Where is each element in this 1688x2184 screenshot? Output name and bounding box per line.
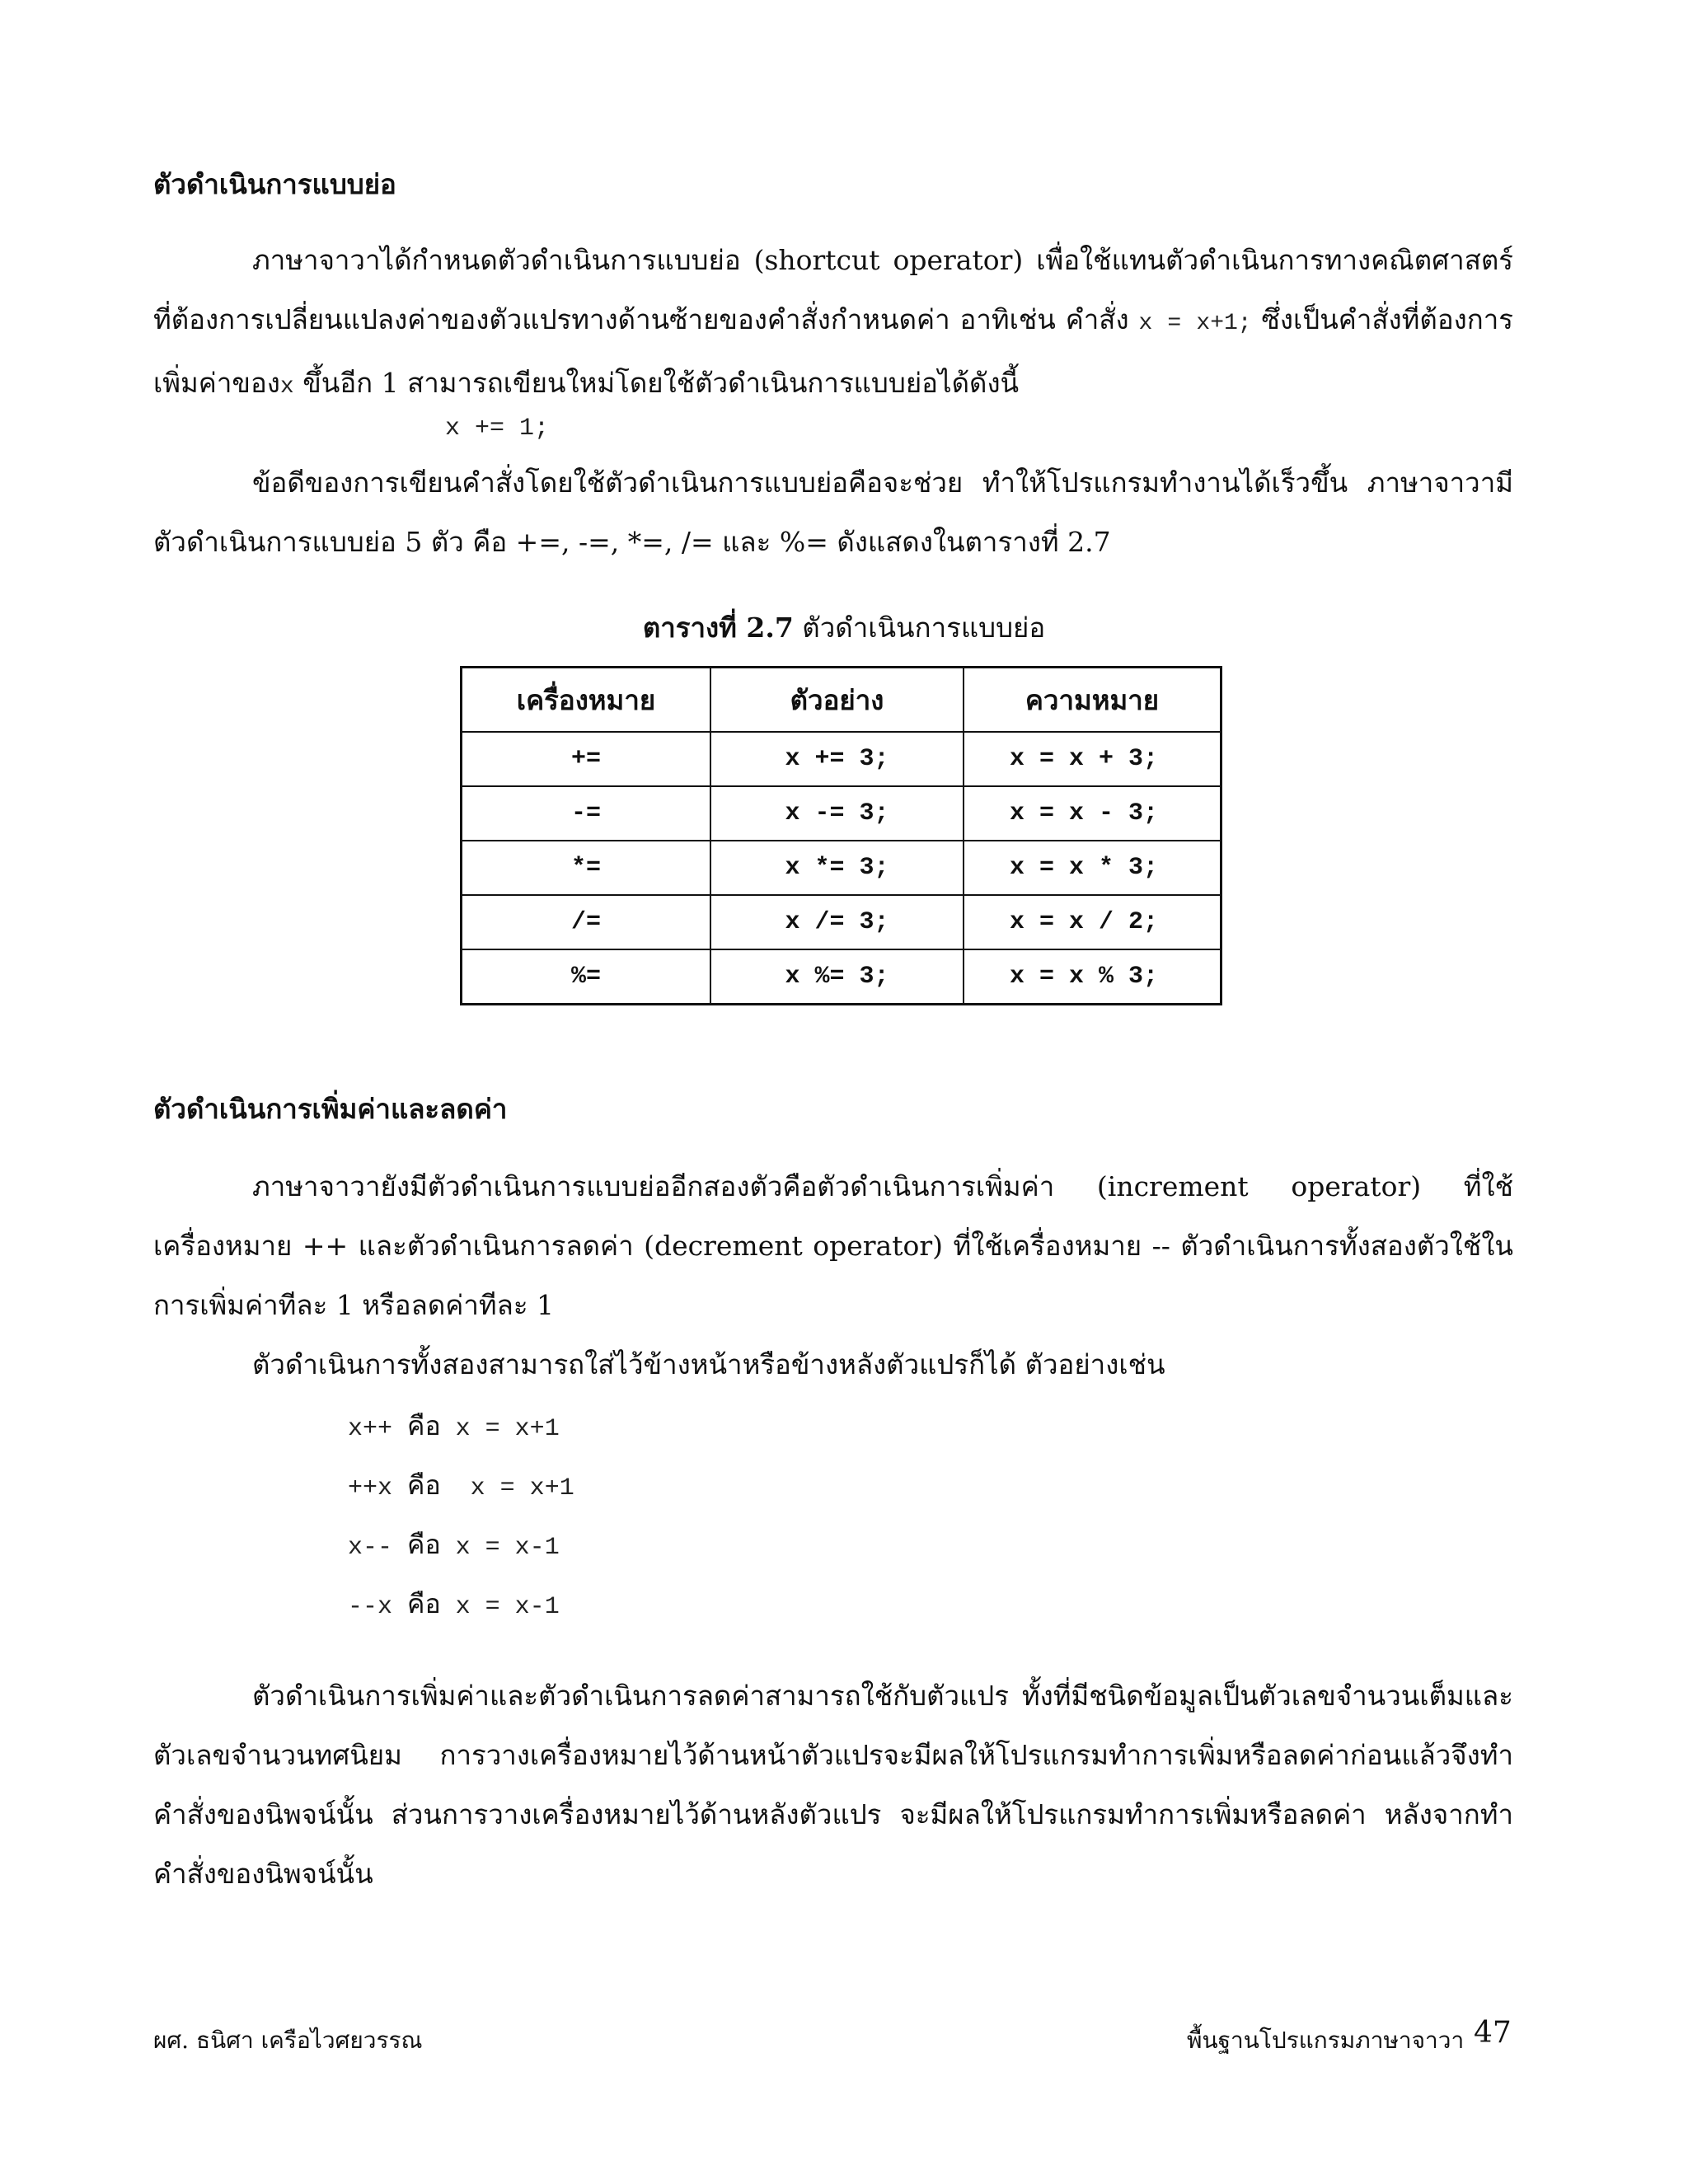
paragraph-text: ขึ้นอีก 1 สามารถเขียนใหม่โดยใช้ตัวดำเนินการแบบย่อได้ดังนี้	[302, 367, 1020, 399]
paragraph-shortcut-advantage	[153, 453, 1513, 572]
table-caption-text: ตัวดำเนินการแบบย่อ	[802, 612, 1046, 644]
example-code: ++x	[348, 1474, 393, 1502]
footer-book-title: พื้นฐานโปรแกรมภาษาจาวา	[1187, 2027, 1465, 2054]
table-row	[462, 786, 1221, 841]
paragraph-increment-position	[153, 1335, 1513, 1394]
paragraph-text: ตัวดำเนินการเพิ่มค่าและตัวดำเนินการลดค่าสามารถใช้กับตัวแปร ทั้งที่มีชนิดข้อมูลเป็นตัวเลขจำนวนเต็มและตัวเลขจำนวนทศนิยม การวางเครื่องหมายไว้ด้านหน้าตัวแปรจะมีผลให้โปรแกรมทำการเพิ่มหรือลดค่าก่อนแล้วจึงทำคำสั่งของนิพจน์นั้น ส่วนการวางเครื่องหมายไว้ด้านหลังตัวแปร จะมีผลให้โปรแกรมทำการเพิ่มหรือลดค่า หลังจากทำคำสั่งของนิพจน์นั้น	[153, 1680, 1513, 1890]
footer-author: ผศ. ธนิศา เครือไวศยวรรณ	[153, 2027, 423, 2054]
table-row	[462, 841, 1221, 895]
column-header: เครื่องหมาย	[462, 668, 711, 733]
table-cell: x = x % 3;	[964, 949, 1221, 1005]
paragraph-increment-intro	[153, 1157, 1513, 1335]
paragraph-text: ภาษาจาวายังมีตัวดำเนินการแบบย่ออีกสองตัวคือตัวดำเนินการเพิ่มค่า (increment operator) ที่ใช้เครื่องหมาย ++ และตัวดำเนินการลดค่า (decrement operator) ที่ใช้เครื่องหมาย -- ตัวดำเนินการทั้งสองตัวใช้ในการเพิ่มค่าทีละ 1 หรือลดค่าทีละ 1	[153, 1170, 1513, 1321]
table-cell: x = x * 3;	[964, 841, 1221, 895]
table-cell: x -= 3;	[710, 786, 964, 841]
example-line	[348, 1409, 560, 1446]
example-code: --x	[348, 1593, 393, 1621]
column-header: ความหมาย	[964, 668, 1221, 733]
paragraph-text: ภาษาจาวาได้กำหนดตัวดำเนินการแบบย่อ (shortcut operator) เพื่อใช้แทนตัวดำเนินการทางคณิตศาสตร์ ที่ต้องการเปลี่ยนแปลงค่าของตัวแปรทางด้านซ้ายของคำสั่งกำหนดค่า อาทิเช่น คำสั่ง	[153, 244, 1513, 335]
inline-code: x	[279, 374, 294, 400]
table-cell: x %= 3;	[710, 949, 964, 1005]
table-cell: /=	[462, 895, 711, 949]
paragraph-increment-usage	[153, 1666, 1513, 1904]
example-line	[348, 1587, 560, 1624]
table-cell: x = x / 2;	[964, 895, 1221, 949]
table-row	[462, 949, 1221, 1005]
table-header-row	[462, 668, 1221, 733]
column-header: ตัวอย่าง	[710, 668, 964, 733]
section-heading-shortcut: ตัวดำเนินการแบบย่อ	[153, 168, 396, 200]
inline-code: x = x+1;	[1138, 311, 1252, 336]
table-cell: +=	[462, 732, 711, 786]
table-row	[462, 895, 1221, 949]
example-line	[348, 1528, 560, 1564]
example-expression: x = x-1	[455, 1534, 560, 1562]
example-word: คือ	[407, 1469, 441, 1501]
paragraph-text: ซึ่งเป็นคำสั่งที่ต้องการเพิ่มค่าของ	[153, 303, 1513, 399]
table-cell: x = x - 3;	[964, 786, 1221, 841]
table-cell: x += 3;	[710, 732, 964, 786]
example-word: คือ	[407, 1529, 441, 1560]
paragraph-shortcut-intro	[153, 231, 1513, 417]
example-code: x++	[348, 1415, 393, 1443]
example-expression: x = x+1	[455, 1415, 560, 1443]
code-example: x += 1;	[445, 415, 550, 443]
paragraph-text: ข้อดีของการเขียนคำสั่งโดยใช้ตัวดำเนินการแบบย่อคือจะช่วย ทำให้โปรแกรมทำงานได้เร็วขึ้น ภาษาจาวามีตัวดำเนินการแบบย่อ 5 ตัว คือ +=, -=, *=, /= และ %= ดังแสดงในตารางที่ 2.7	[153, 466, 1513, 558]
page-number: 47	[1474, 2016, 1512, 2050]
example-word: คือ	[407, 1410, 441, 1441]
example-word: คือ	[407, 1588, 441, 1619]
example-expression: x = x+1	[455, 1474, 574, 1502]
table-cell: x = x + 3;	[964, 732, 1221, 786]
paragraph-text: ตัวดำเนินการทั้งสองสามารถใส่ไว้ข้างหน้าหรือข้างหลังตัวแปรก็ได้ ตัวอย่างเช่น	[252, 1348, 1165, 1380]
table-cell: %=	[462, 949, 711, 1005]
section-heading-increment: ตัวดำเนินการเพิ่มค่าและลดค่า	[153, 1093, 508, 1125]
table-cell: -=	[462, 786, 711, 841]
table-cell: x *= 3;	[710, 841, 964, 895]
example-code: x--	[348, 1534, 393, 1562]
shortcut-operator-table	[460, 666, 1222, 1005]
table-cell: *=	[462, 841, 711, 895]
table-caption	[0, 610, 1688, 646]
table-caption-number: ตารางที่ 2.7	[642, 612, 794, 644]
table-row	[462, 732, 1221, 786]
table-cell: x /= 3;	[710, 895, 964, 949]
example-line	[348, 1469, 574, 1505]
example-expression: x = x-1	[455, 1593, 560, 1621]
